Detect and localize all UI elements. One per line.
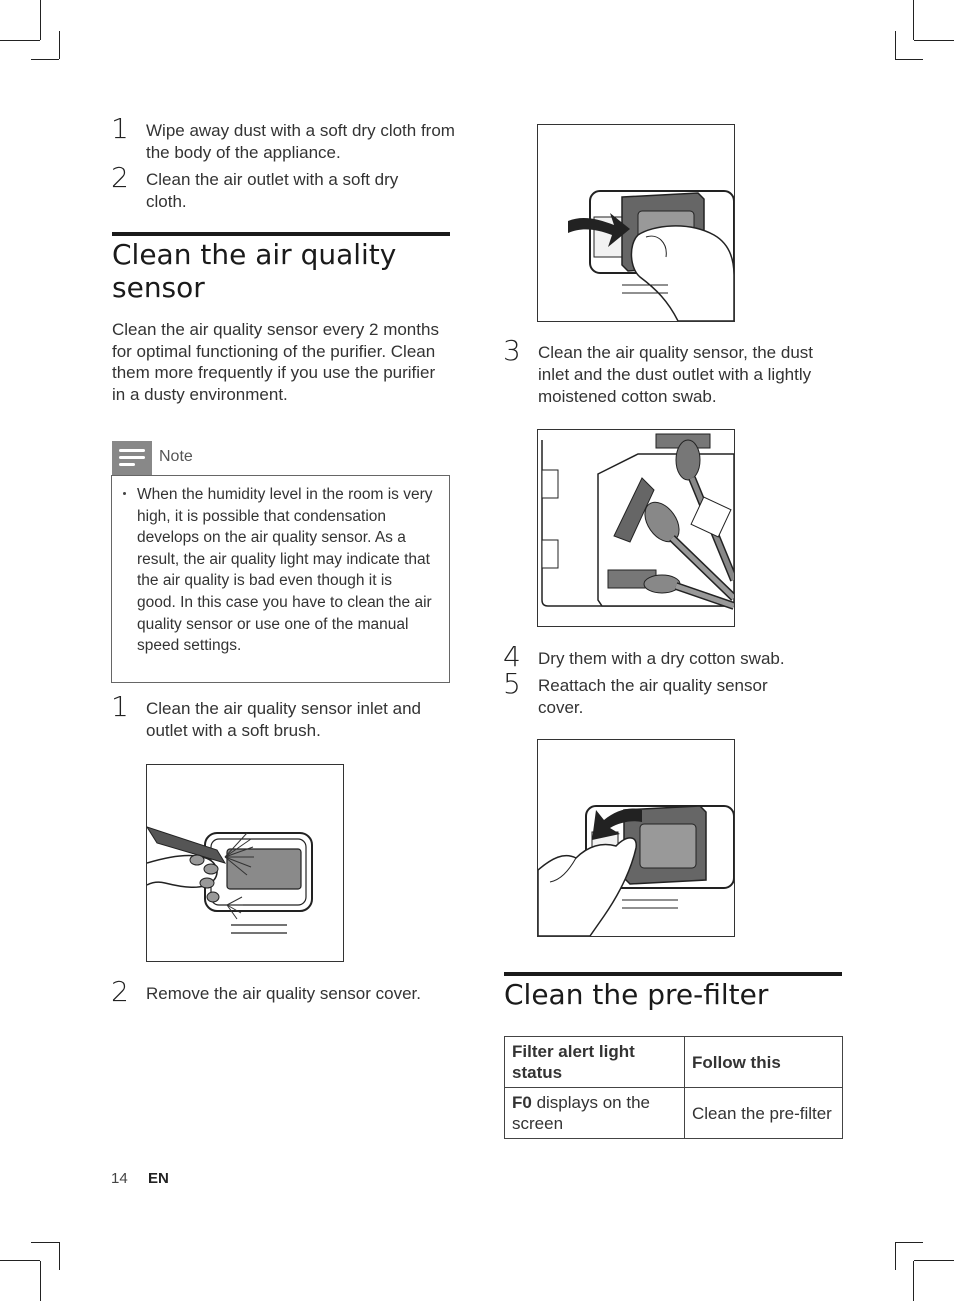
step-number: 1: [111, 690, 129, 723]
illustration-cotton-swab: [537, 429, 735, 627]
note-label: Note: [159, 448, 193, 465]
step-text: Remove the air quality sensor cover.: [146, 984, 421, 1003]
section-rule: [112, 232, 450, 236]
step-text: Clean the air outlet with a soft dry cloth.: [146, 170, 399, 211]
illustration-reattach-cover: [537, 739, 735, 937]
crop-mark: [914, 40, 954, 41]
crop-mark: [914, 1260, 954, 1261]
table-header-cell: Filter alert light status: [505, 1037, 685, 1088]
crop-mark: [913, 0, 914, 40]
section-rule: [504, 972, 842, 976]
section-heading-prefilter: Clean the pre-filter: [504, 978, 769, 1011]
note-icon: [112, 441, 152, 475]
filter-status-table: [504, 1036, 843, 1139]
page-number: 14: [111, 1170, 128, 1187]
table-header-row: [505, 1037, 843, 1088]
crop-mark: [31, 1242, 59, 1243]
error-code: F0: [512, 1093, 532, 1112]
crop-mark: [913, 1261, 914, 1301]
status-text: displays on the screen: [512, 1093, 650, 1133]
crop-mark: [0, 40, 40, 41]
table-row: [505, 1088, 843, 1139]
language-code: EN: [148, 1170, 169, 1187]
step-text: Clean the air quality sensor inlet and outlet with a soft brush.: [146, 699, 421, 740]
illustration-remove-cover: [537, 124, 735, 322]
step-number: 1: [111, 112, 129, 145]
step-text: Wipe away dust with a soft dry cloth from the body of the appliance.: [146, 121, 455, 162]
crop-mark: [40, 0, 41, 40]
step-number: 3: [503, 334, 521, 367]
step-number: 4: [503, 640, 521, 673]
note-bullet-dot: [123, 492, 126, 495]
crop-mark: [40, 1261, 41, 1301]
step-text: Dry them with a dry cotton swab.: [538, 649, 785, 668]
crop-mark: [0, 1260, 40, 1261]
table-header-cell: Follow this: [685, 1037, 843, 1088]
step-number: 2: [111, 161, 129, 194]
section-heading-aqs: Clean the air quality sensor: [112, 238, 397, 304]
note-box: [111, 475, 450, 683]
crop-mark: [895, 1242, 923, 1243]
crop-mark: [895, 31, 896, 59]
crop-mark: [895, 59, 923, 60]
crop-mark: [59, 1242, 60, 1270]
step-text: Clean the air quality sensor, the dust inlet and the dust outlet with a lightly moistened cotton swab.: [538, 343, 813, 406]
step-number: 5: [503, 667, 521, 700]
aqs-intro: Clean the air quality sensor every 2 months for optimal functioning of the purifier. Clean them more frequently if you use the purifier in a dusty environment.: [112, 320, 439, 404]
table-cell-action: Clean the pre-filter: [685, 1088, 843, 1139]
step-number: 2: [111, 975, 129, 1008]
crop-mark: [59, 31, 60, 59]
note-bullet-text: When the humidity level in the room is very high, it is possible that condensation develops on the air quality sensor. As a result, the air quality light may indicate that the air quality is bad even though it is good. In this case you have to clean the air quality sensor or use one of the manual speed settings.: [137, 486, 433, 655]
crop-mark: [31, 59, 59, 60]
table-cell-status: [505, 1088, 685, 1139]
crop-mark: [895, 1242, 896, 1270]
illustration-brush-sensor: [146, 764, 344, 962]
step-text: Reattach the air quality sensor cover.: [538, 676, 768, 717]
